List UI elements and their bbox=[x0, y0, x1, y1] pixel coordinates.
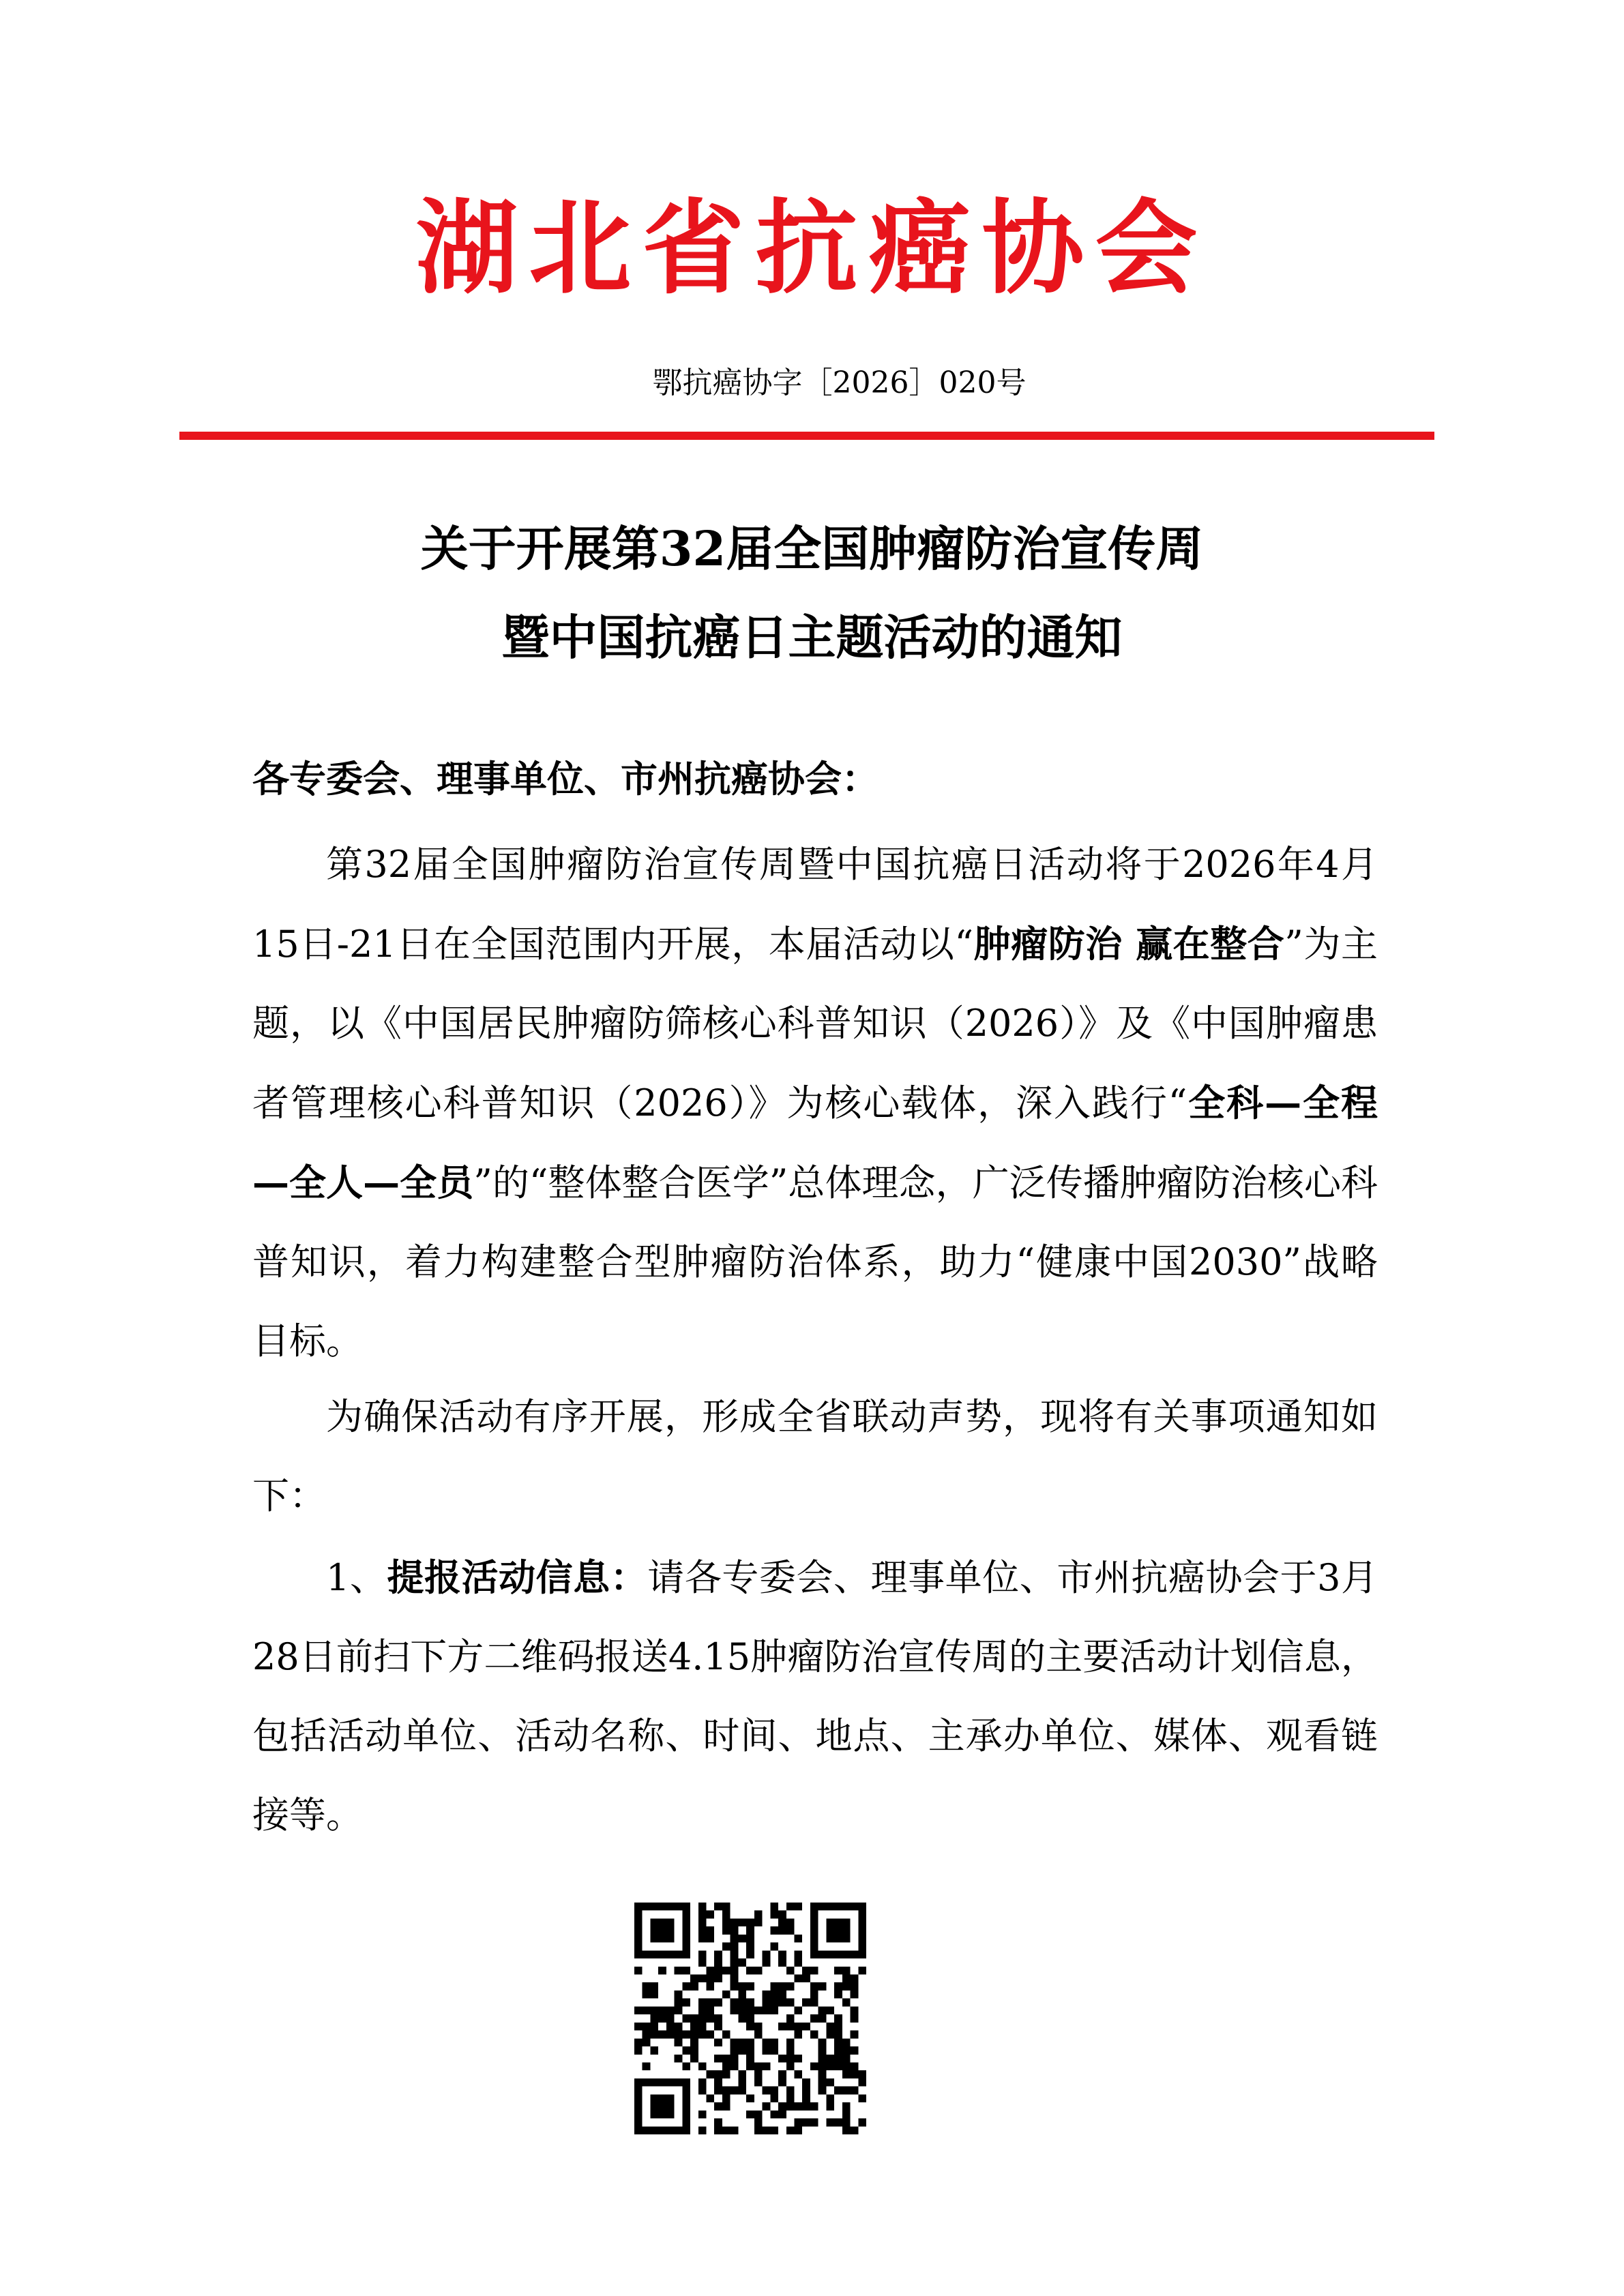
item-1-heading: 提报活动信息： bbox=[387, 1555, 648, 1599]
notice-title-line-1: 关于开展第32届全国肿瘤防治宣传周 bbox=[420, 520, 1204, 577]
intro-motto: 全科—全程—全人—全员 bbox=[252, 1081, 1378, 1204]
item-1-text: 请各专委会、理事单位、市州抗癌协会于3月28日前扫下方二维码报送4.15肿瘤防治宣传周的主要活动计划信息，包括活动单位、活动名称、时间、地点、主承办单位、媒体、观看链接等。 bbox=[252, 1556, 1378, 1836]
organization-title: 湖北省抗癌协会 bbox=[415, 190, 1209, 308]
document-number: 鄂抗癌协字［2026］020号 bbox=[652, 366, 1027, 400]
intro-text-a: 第32届全国肿瘤防治宣传周暨中国抗癌日活动将于2026年4月15日-21日在全国范围内开展，本届活动以“ bbox=[252, 843, 1378, 966]
item-1-number: 1、 bbox=[326, 1556, 387, 1599]
intro-text-c: ”的“整体整合医学”总体理念，广泛传播肿瘤防治核心科普知识，着力构建整合型肿瘤防治体系，助力“健康中国2030”战略目标。 bbox=[252, 1161, 1378, 1362]
salutation: 各专委会、理事单位、市州抗癌协会： bbox=[252, 757, 879, 801]
qr-code-icon[interactable] bbox=[634, 1903, 866, 2134]
intro-text-b: ”为主题，以《中国居民肿瘤防筛核心科普知识（2026）》及《中国肿瘤患者管理核心科普知识（2026）》为核心载体，深入践行“ bbox=[252, 923, 1378, 1124]
paragraph-item-1 bbox=[252, 1538, 1378, 1855]
intro-theme: 肿瘤防治 赢在整合 bbox=[973, 922, 1285, 966]
header-divider bbox=[179, 432, 1434, 440]
paragraph-purpose: 为确保活动有序开展，形成全省联动声势，现将有关事项通知如下： bbox=[252, 1395, 1378, 1517]
paragraph-intro bbox=[252, 825, 1378, 1381]
notice-title-line-2: 暨中国抗癌日主题活动的通知 bbox=[501, 609, 1123, 666]
